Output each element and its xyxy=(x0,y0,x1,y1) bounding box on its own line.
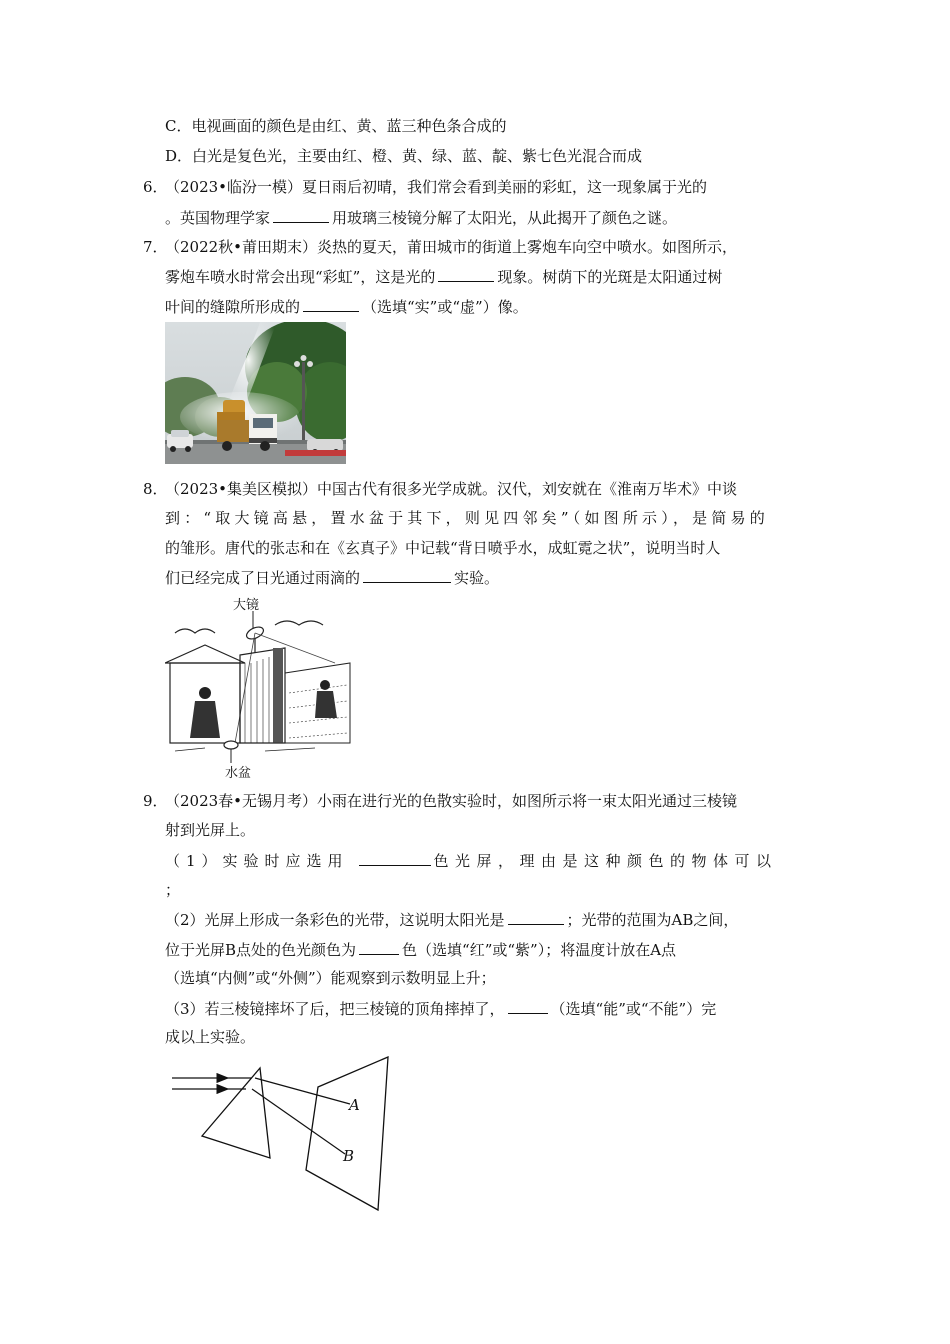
question-9-part-3-text-b: （选填“能”或“不能”）完 xyxy=(550,1000,717,1018)
question-9-part-2-line-2 xyxy=(165,939,676,960)
question-9-line-2: 射到光屏上。 xyxy=(165,821,256,839)
answer-blank[interactable] xyxy=(508,909,564,925)
question-7-text-b: 现象。树荫下的光斑是太阳通过树 xyxy=(497,268,723,286)
question-8-line-1: （2023•集美区模拟）中国古代有很多光学成就。汉代，刘安就在《淮南万毕术》中谈 xyxy=(165,480,738,498)
question-8-text-c: 们已经完成了日光通过雨滴的 xyxy=(165,569,361,587)
question-6-line-2 xyxy=(165,207,677,228)
question-9-part-2-text-a: （2）光屏上形成一条彩色的光带，这说明太阳光是 xyxy=(165,911,505,929)
question-7-text-a: 雾炮车喷水时常会出现“彩虹”，这是光的 xyxy=(165,268,436,286)
question-8-number: 8． xyxy=(143,480,168,498)
answer-blank[interactable] xyxy=(363,567,451,583)
question-9-part-2-text-b: ；光带的范围为AB之间， xyxy=(566,911,739,929)
question-7-line-3 xyxy=(165,296,528,317)
question-9-part-3-line-2: 成以上实验。 xyxy=(165,1028,256,1046)
question-8-line-2 xyxy=(165,508,769,528)
option-c: C．电视画面的颜色是由红、黄、蓝三种色条合成的 xyxy=(165,117,507,135)
answer-blank[interactable] xyxy=(508,998,548,1014)
ancient-mirror-illustration xyxy=(165,593,355,783)
answer-blank[interactable] xyxy=(359,939,399,955)
question-9-part-2-text-d: 色（选填“红”或“紫”）；将温度计放在A点 xyxy=(402,941,677,959)
question-7-text-d: （选填“实”或“虚”）像。 xyxy=(362,298,528,316)
point-a-label: A xyxy=(349,1096,360,1114)
question-6-number: 6． xyxy=(143,178,168,196)
option-d: D．白光是复色光，主要由红、橙、黄、绿、蓝、靛、紫七色光混合而成 xyxy=(165,147,643,165)
question-8-text-b: 到：“取大镜高悬，置水盆于其下，则见四邻矣”（如图所示），是简易的 xyxy=(165,509,769,527)
question-7-line-2 xyxy=(165,266,722,287)
question-8-text-d: 实验。 xyxy=(454,569,500,587)
question-8-line-4 xyxy=(165,567,499,588)
question-9-part-2-line-3: （选填“内侧”或“外侧”）能观察到示数明显上升； xyxy=(165,969,496,987)
basin-label: 水盆 xyxy=(225,766,252,781)
answer-blank[interactable] xyxy=(303,296,359,312)
question-9-part-3-line-1 xyxy=(165,998,716,1019)
point-b-label: B xyxy=(343,1147,355,1165)
question-9-part-2-line-1 xyxy=(165,909,738,930)
question-9-line-1: （2023春•无锡月考）小雨在进行光的色散实验时，如图所示将一束太阳光通过三棱镜 xyxy=(165,792,738,810)
question-9-part-1-text-b: 色光屏，理由是这种颜色的物体可以 xyxy=(433,852,778,870)
answer-blank[interactable] xyxy=(273,207,329,223)
question-7-number: 7． xyxy=(143,238,168,256)
answer-blank[interactable] xyxy=(359,850,431,866)
question-9-part-3-text-a: （3）若三棱镜摔坏了后，把三棱镜的顶角摔掉了， xyxy=(165,1000,505,1018)
question-9-part-1-end: ； xyxy=(165,881,181,899)
question-8-line-3: 的雏形。唐代的张志和在《玄真子》中记载“背日喷乎水，成虹霓之状”，说明当时人 xyxy=(165,539,721,557)
question-6-text-a: 。英国物理学家 xyxy=(165,209,271,227)
question-7-line-1: （2022秋•莆田期末）炎热的夏天，莆田城市的街道上雾炮车向空中喷水。如图所示， xyxy=(165,238,738,256)
question-9-part-1-line xyxy=(165,850,805,871)
question-6-line-1: （2023•临汾一模）夏日雨后初晴，我们常会看到美丽的彩虹，这一现象属于光的 xyxy=(165,178,708,196)
fog-cannon-truck-photo xyxy=(165,322,346,464)
mirror-label: 大镜 xyxy=(233,598,260,613)
prism-dispersion-diagram xyxy=(160,1052,400,1217)
question-6-text-b: 用玻璃三棱镜分解了太阳光，从此揭开了颜色之谜。 xyxy=(332,209,678,227)
answer-blank[interactable] xyxy=(438,266,494,282)
question-7-text-c: 叶间的缝隙所形成的 xyxy=(165,298,301,316)
question-9-number: 9． xyxy=(143,792,168,810)
question-9-part-2-text-c: 位于光屏B点处的色光颜色为 xyxy=(165,941,357,959)
question-9-part-1-text-a: （1）实验时应选用 xyxy=(165,852,349,870)
